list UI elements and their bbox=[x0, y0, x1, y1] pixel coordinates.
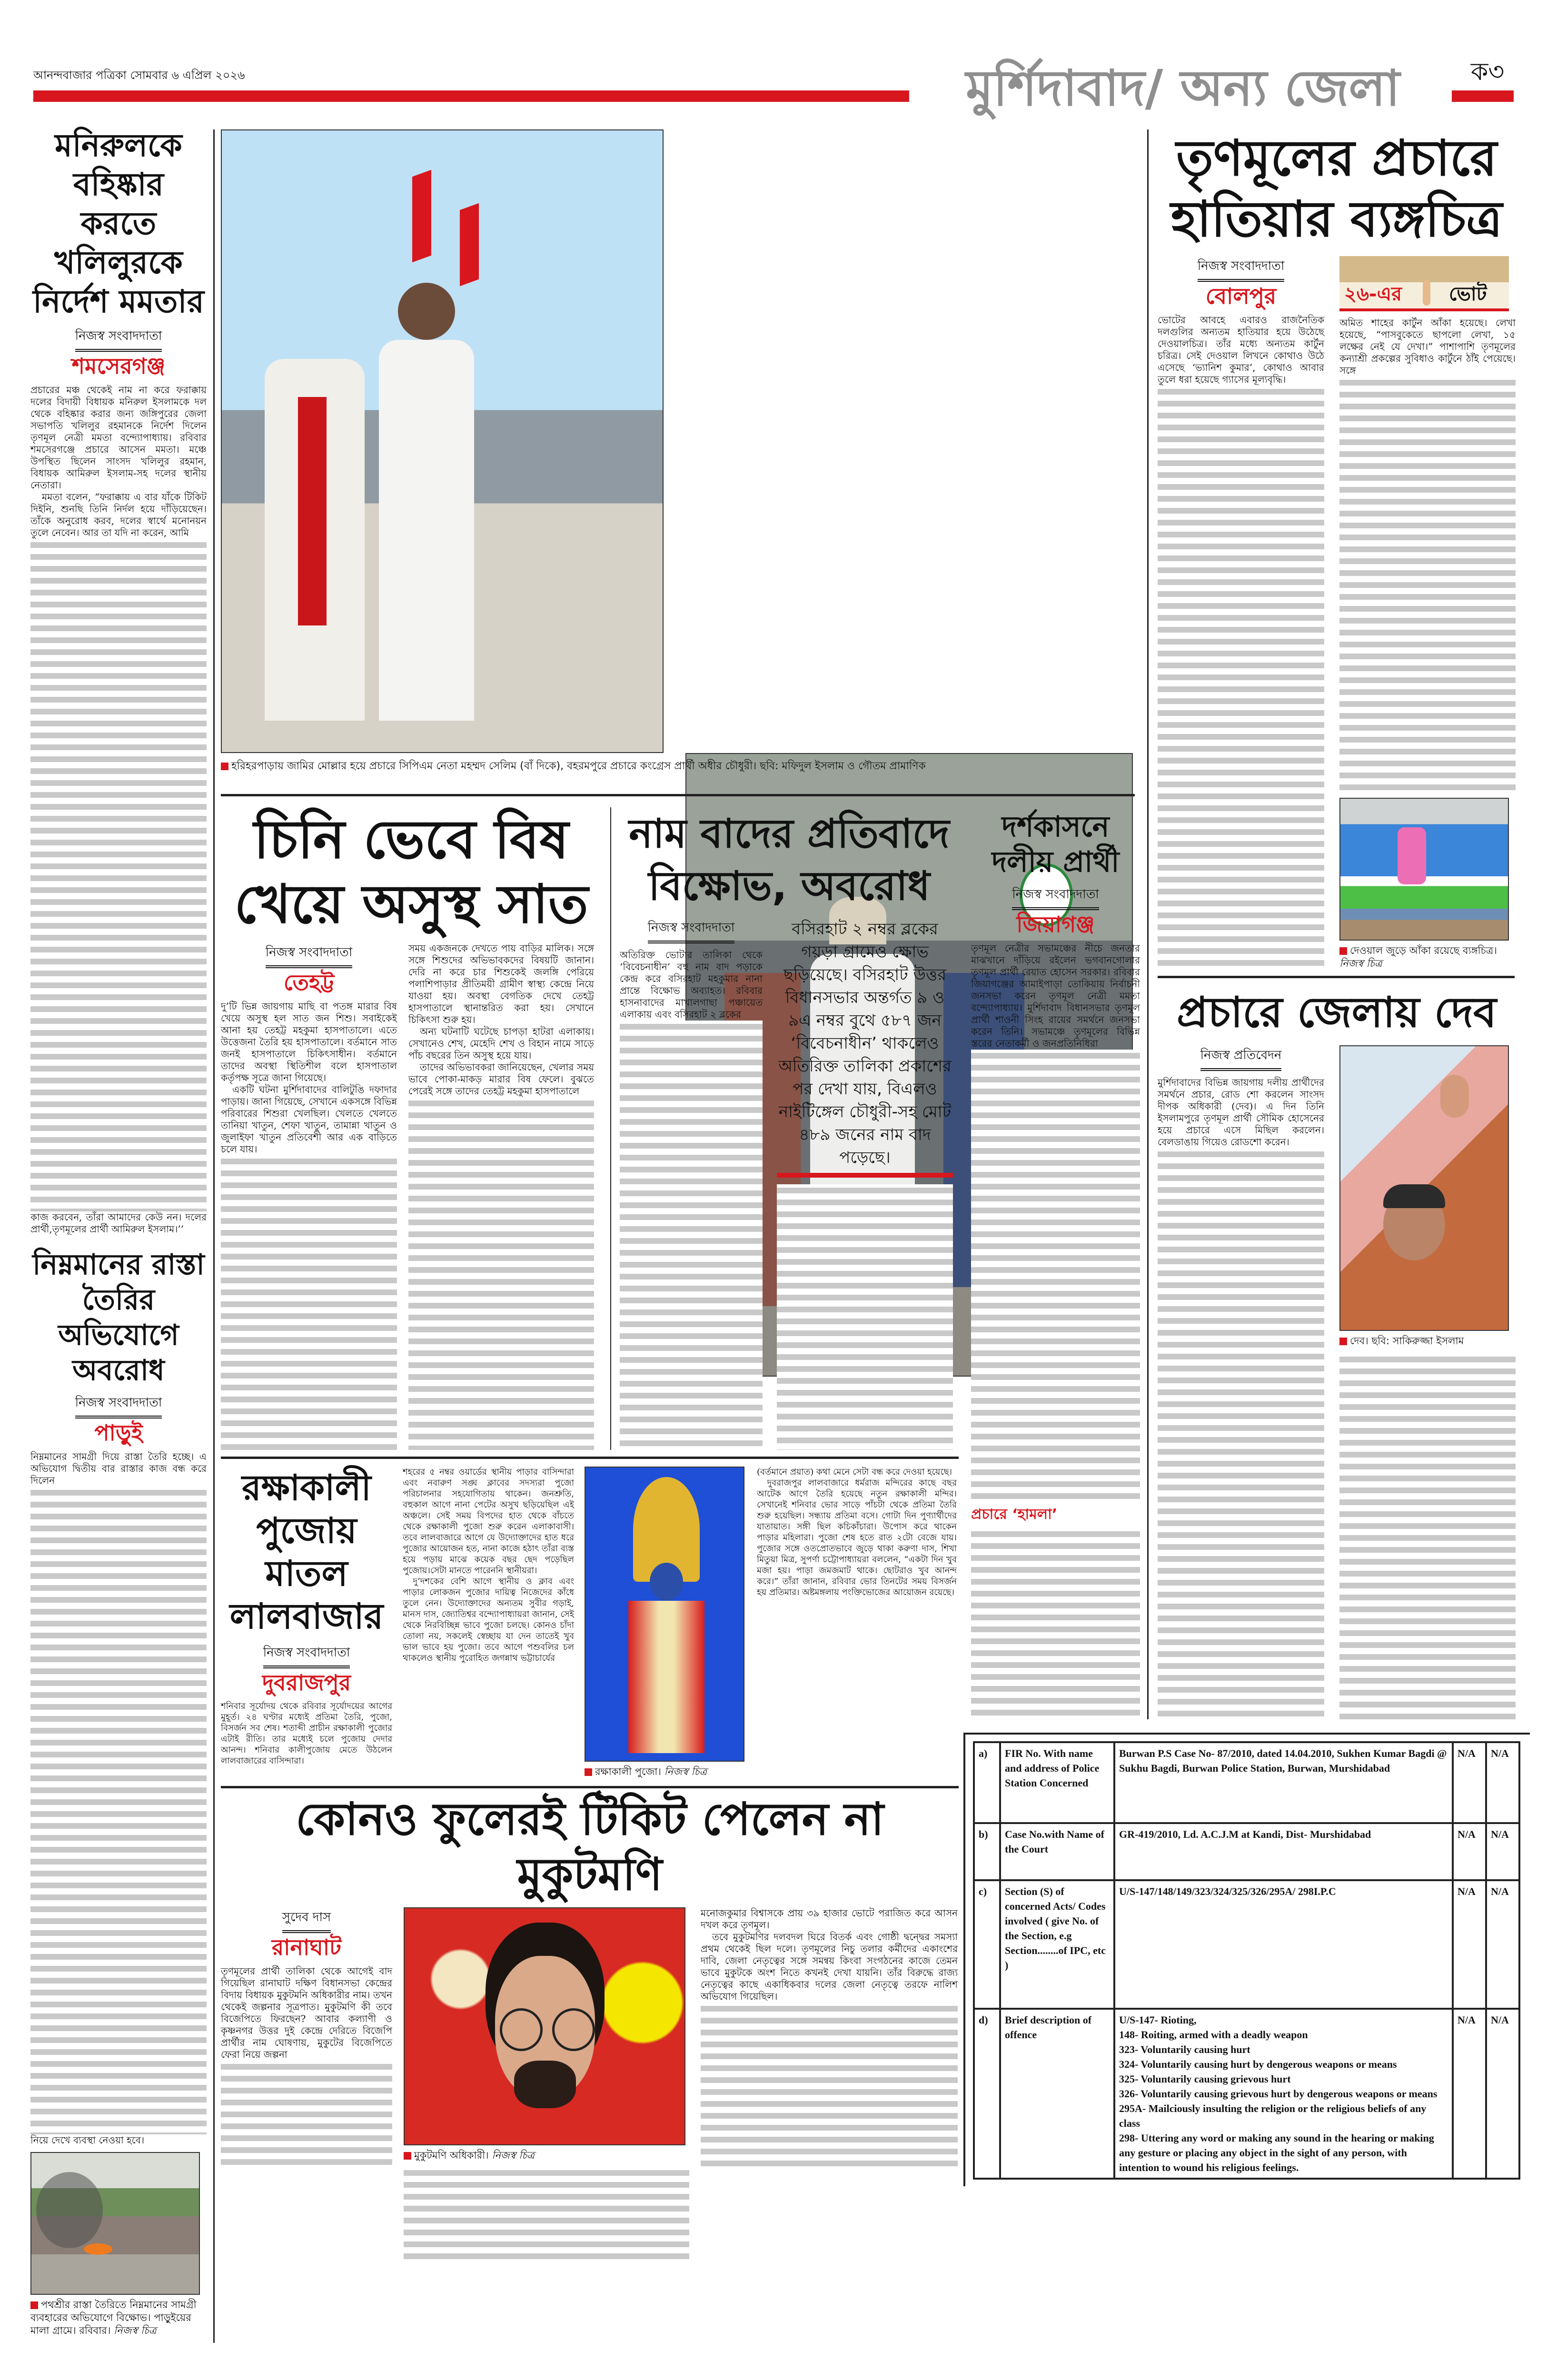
page-number: ক৩ bbox=[1471, 58, 1505, 86]
story-dev bbox=[1158, 986, 1516, 1719]
story-body-col4 bbox=[757, 1467, 957, 1598]
photo-caption bbox=[1339, 944, 1516, 970]
paragraph: (বর্তমানে প্রয়াত) কথা মেনে সেটা বন্ধ করে দেওয়া হয়েছে। bbox=[757, 1467, 952, 1477]
dateline: পাড়ুই bbox=[94, 1420, 143, 1446]
story-kali bbox=[221, 1467, 959, 1778]
wall-cartoon-photo bbox=[1339, 798, 1509, 941]
story-body-col3 bbox=[701, 1907, 958, 2003]
byline: নিজস্ব সংবাদদাতা bbox=[648, 918, 735, 943]
pull-quote: বসিরহাট ২ নম্বর ব্লকের গয়ড়া গ্রামেও ক্ষোভ ছড়িয়েছে। বসিরহাট উত্তর বিধানসভার অন্তর্গত ৯ ও ৯এ নম্বর বুথে ৫৮৭ জন ‘বিবেচনাধীন’ থাকলেও অতিরিক্ত তালিকা প্রকাশের পর দেখা যায়, বিএলও নাইটিঙ্গেল চৌধুরী-সহ মোট ৪৮৯ জনের নাম বাদ পড়েছে। bbox=[777, 918, 953, 1178]
photo-caption bbox=[404, 2149, 689, 2162]
fire-icon bbox=[84, 2243, 112, 2255]
caption-text: মুকুটমণি অধিকারী। bbox=[414, 2150, 489, 2161]
story-body bbox=[1158, 1077, 1324, 1148]
vote-26-logo bbox=[1339, 256, 1509, 311]
text-continuation bbox=[221, 2061, 392, 2168]
text-continuation bbox=[971, 1050, 1140, 1501]
headline: তৃণমূলের প্রচারে হাতিয়ার ব্যঙ্গচিত্র bbox=[1170, 129, 1503, 248]
story-body bbox=[30, 1451, 207, 1487]
headline: প্রচারে জেলায় দেব bbox=[1176, 988, 1497, 1037]
photo-credit: নিজস্ব চিত্র bbox=[114, 2325, 157, 2336]
na-cell: N/A bbox=[1453, 1823, 1486, 1880]
paragraph: মমতা বলেন, “ফরাক্কায় এ বার যাঁকে টিকিট দিইনি, শুনছি তিনি নির্দল হয়ে দাঁড়িয়েছেন। তাঁকে অনুরোধ করব, দলের স্বার্থে মনোনয়ন তুলে নেবেন। আর তা যদি না করেন, আমি bbox=[30, 491, 207, 538]
logo-text-black: ভোট bbox=[1449, 283, 1487, 305]
text-continuation bbox=[1339, 377, 1516, 792]
photo-caption bbox=[585, 1765, 746, 1778]
table-row bbox=[974, 1823, 1519, 1880]
byline: নিজস্ব সংবাদদাতা bbox=[263, 1643, 350, 1668]
dateline: জিয়াগঞ্জ bbox=[1016, 912, 1095, 937]
section-rule bbox=[221, 1786, 959, 1788]
text-continuation bbox=[404, 2167, 689, 2262]
text-continuation bbox=[1158, 386, 1324, 970]
row-label: d) bbox=[974, 2009, 1000, 2179]
story-voterlist bbox=[611, 807, 959, 1450]
headline: মনিরুলকে বহিষ্কার করতে খলিলুরকে নির্দেশ মমতার bbox=[33, 127, 204, 320]
offence-line: 323- Voluntarily causing hurt bbox=[1119, 2043, 1250, 2055]
fir-table bbox=[973, 1741, 1520, 2180]
headline: চিনি ভেবে বিষ খেয়ে অসুস্থ সাত bbox=[234, 809, 588, 935]
dateline: রানাঘাট bbox=[271, 1934, 342, 1960]
row-label: c) bbox=[974, 1880, 1000, 2009]
paragraph: অমিত শাহের কার্টুন আঁকা হয়েছে। লেখা হয়েছে, “পাসবুকেতে ছাপলো লেখা, ১৫ লক্ষের নেই যে দেখা।” পাশাপাশি তৃণমূলের কন্যাশ্রী প্রকল্পের সুবিধাও কার্টুনে ঠাঁই পেয়েছে। সঙ্গে bbox=[1339, 317, 1516, 376]
field-value: GR-419/2010, Ld. A.C.J.M at Kandi, Dist- Murshidabad bbox=[1114, 1823, 1453, 1880]
text-continuation bbox=[1158, 1148, 1324, 1719]
text-continuation bbox=[30, 1487, 207, 2134]
paragraph: শনিবার সূর্যোদয় থেকে রবিবার সূর্যোদয়ের আগের মুহূর্ত। ২৪ ঘণ্টার মধ্যেই প্রতিমা তৈরি, পুজো, বিসর্জন সব শেষ। শতাব্দী প্রাচীন রক্ষাকালী পুজোর এটাই রীতি। তার মধ্যেই চলে পুজোয় দেদার আনন্দ। শনিবার কালীপুজোয় মেতে উঠলেন লালবাজারের বাসিন্দারা। bbox=[221, 1701, 392, 1766]
finger-vote-icon bbox=[1423, 280, 1430, 306]
paragraph: তাদের অভিভাবকরা জানিয়েছেন, খেলার সময় ভাবে পোকা-মাকড় মারার বিষ ফেলে। বুঝতে পেরেই সঙ্গে তাদের তেহট্ট মহকুমা হাসপাতালে bbox=[408, 1061, 594, 1097]
text-continuation bbox=[777, 1184, 953, 1450]
subheading: প্রচারে ‘হামলা’ bbox=[971, 1506, 1058, 1523]
column-divider-left bbox=[213, 129, 215, 2343]
fir-notice-box bbox=[963, 1733, 1530, 2186]
section-rule bbox=[1158, 976, 1515, 978]
photo-credit: নিজস্ব চিত্র bbox=[492, 2150, 535, 2161]
na-cell: N/A bbox=[1486, 1742, 1519, 1823]
row-label: b) bbox=[974, 1823, 1000, 1880]
table-row bbox=[974, 1742, 1519, 1823]
dateline: বোলপুর bbox=[1205, 283, 1277, 309]
paragraph: অন্য ঘটনাটি ঘটেছে চাপড়া হাটরা এলাকায়। সেখানেও শেখ, মেহেদি শেখ ও বিহান নামে সাড়ে পাঁচ বছরের তিন অসুস্থ হয়ে যায়। bbox=[408, 1026, 594, 1061]
story-body-col2 bbox=[403, 1467, 574, 1664]
top-photos-caption bbox=[221, 760, 1135, 773]
table-row bbox=[974, 1880, 1519, 2009]
mukutmoni-photo bbox=[404, 1907, 685, 2145]
story-body bbox=[221, 1965, 392, 2061]
headline: নাম বাদের প্রতিবাদে বিক্ষোভ, অবরোধ bbox=[629, 810, 950, 909]
section-title: মুর্শিদাবাদ/ অন্য জেলা bbox=[965, 59, 1400, 117]
na-cell: N/A bbox=[1453, 1880, 1486, 2009]
field-value: U/S-147/148/149/323/324/325/326/295A/ 298I.P.C bbox=[1114, 1880, 1453, 2009]
dateline: শমসেরগঞ্জ bbox=[71, 353, 166, 379]
na-cell: N/A bbox=[1486, 2009, 1519, 2179]
story-body bbox=[971, 942, 1140, 1050]
paragraph: মুর্শিদাবাদের বিভিন্ন জায়গায় দলীয় প্রার্থীদের সমর্থনে প্রচার, রোড শো করলেন সাংসদ দীপক অধিকারী (দেব)। এ দিন তিনি ইসলামপুরে তৃণমূল প্রার্থী সৌমিক হোসেনের হয়ে প্রচারে এসে মিছিল করলেন। বেলডাঙায় গিয়েও রোডশো করেন। bbox=[1158, 1077, 1324, 1148]
paragraph: দু’দশকের বেশি আগে স্থানীয় ও ক্লাব এবং পাড়ার লোকজন পুজোর দায়িত্ব নিজেদের কাঁধে তুলে নেন। উদ্যোক্তাদের অন্যতম সুবীর গড়াই, মানস দাস, জ্যোতিশ্বর বন্দ্যোপাধ্যায়রা জানান, সেই থেকে নিরবিচ্ছিন্ন ভাবে পুজো চলছে। কোনও চাঁদা তোলা নয়, সকলেই স্বেচ্ছায় যা দেন তাতেই খুব ভাল ভাবে হয় পুজো। তবে আগে পশুবলির চল থাকলেও স্থানীয় পুরোহিত জগন্নাথ ভট্টাচার্যের bbox=[403, 1577, 574, 1663]
offence-line: U/S-147- Rioting, bbox=[1119, 2014, 1197, 2026]
caption-text: হরিহরপাড়ায় জামির মোল্লার হয়ে প্রচারে সিপিএম নেতা মহম্মদ সেলিম (বাঁ দিকে), বহরমপুরে প্রচারে কংগ্রেস প্রার্থী অধীর চৌধুরী। ছবি: মফিদুল ইসলাম ও গৌতম প্রামাণিক bbox=[231, 760, 926, 772]
salim-campaign-photo bbox=[221, 129, 664, 753]
paragraph: একটি ঘটনা মুর্শিদাবাদের বালিটুঙি দফাদার পাড়ায়। জানা গিয়েছে, সেখানে একসঙ্গে বিভিন্ন পরিবারের শিশুরা খেলছিল। খেলতে খেলতে তানিয়া খাতুন, শেফা খাতুন, তামান্না খাতুন ও জুলাইফা খাতুন প্রতিবেশী আর এক বাড়িতে চলে যায়। bbox=[221, 1084, 397, 1155]
story-body bbox=[221, 1001, 397, 1155]
caption-text: দেওয়াল জুড়ে আঁকা রয়েছে ব্যঙ্গচিত্র। bbox=[1350, 945, 1497, 956]
paragraph: মনোজকুমার বিশ্বাসকে প্রায় ৩৯ হাজার ভোটে পরাজিত করে আসন দখল করে তৃণমূল। bbox=[701, 1907, 958, 1931]
na-cell: N/A bbox=[1453, 2009, 1486, 2179]
byline: নিজস্ব সংবাদদাতা bbox=[1198, 256, 1285, 282]
road-protest-photo bbox=[30, 2152, 200, 2295]
table-row bbox=[974, 2009, 1519, 2179]
field-name: Case No.with Name of the Court bbox=[1000, 1823, 1114, 1880]
story-body-col2 bbox=[1339, 317, 1516, 377]
dateline: তেহট্ট bbox=[283, 970, 335, 995]
na-cell: N/A bbox=[1453, 1742, 1486, 1823]
offence-line: 324- Voluntarily causing hurt by dengerous weapons or means bbox=[1119, 2058, 1397, 2070]
masthead-date: আনন্দবাজার পত্রিকা সোমবার ৬ এপ্রিল ২০২৬ bbox=[33, 69, 245, 82]
paragraph: অতিরিক্ত ভোটার তালিকা থেকে ‘বিবেচনাধীন’ বহু নাম বাদ পড়াকে কেন্দ্র করে বসিরহাট মহকুমার নানা প্রান্তে বিক্ষোভ অব্যাহত। রবিবার হাসনাবাদের মাখালগাছা পঞ্চায়েত এলাকায় এবং বসিরহাট ২ ব্লকের bbox=[620, 949, 763, 1020]
header-red-bar-left bbox=[33, 90, 909, 102]
photo-credit: নিজস্ব চিত্র bbox=[664, 1766, 707, 1777]
paragraph: দু’টি ভিন্ন জায়গায় মাছি বা পতঙ্গ মারার বিষ খেয়ে অসুস্থ হল সাত জন শিশু। সবাইকেই আনা হয় তেহট্ট মহকুমা হাসপাতালে। এতে উত্তেজনা তৈরি হয় হাসপাতালে। বর্তমানে সাত জনই হাসপাতালে চিকিৎসাধীন। বর্তমানে তাদের অবস্থা স্থিতিশীল বলে হাসপাতাল কর্তৃপক্ষ সূত্রে জানা গিয়েছে। bbox=[221, 1001, 397, 1083]
paragraph: প্রচারের মঞ্চ থেকেই নাম না করে ফরাক্কায় দলের বিদায়ী বিধায়ক মনিরুল ইসলামকে দল থেকে বহিষ্কার করার জন্য জঙ্গিপুরের জেলা সভাপতি খলিলুর রহমানকে নির্দেশ দিলেন তৃণমূল নেত্রী মমতা বন্দ্যোপাধ্যায়। রবিবার শমসেরগঞ্জে প্রচারে আসেন মমতা। মঞ্চে উপস্থিত ছিলেন সাংসদ খলিলুর রহমান, বিধায়ক আমিরুল ইসলাম-সহ দলের স্থানীয় নেতারা। bbox=[30, 384, 207, 491]
offence-line: 148- Roiting, armed with a deadly weapon bbox=[1119, 2029, 1308, 2041]
paragraph: সময় একজনকে দেখতে পায় বাড়ির মালিক। সঙ্গে সঙ্গে শিশুদের অভিভাবকদের বিষয়টি জানান। দেরি না করে চার শিশুকেই জলঙ্গি পেরিয়ে পলাশিপাড়ার প্রীতিময়ী গ্রামীণ স্বাস্থ্য কেন্দ্রে নিয়ে যাওয়া হয়। অবস্থা বেগতিক দেখে তেহট্ট হাসপাতালে স্থানান্তরিত করা হয়। সেখানে চিকিৎসা শুরু হয়। bbox=[408, 942, 594, 1025]
offence-line: 326- Voluntarily causing grievous hurt by dengerous weapons or means bbox=[1119, 2088, 1438, 2100]
story-monirul bbox=[30, 126, 207, 1235]
caption-text: রক্ষাকালী পুজো। bbox=[595, 1766, 661, 1777]
story-body bbox=[221, 1701, 392, 1766]
byline: নিজস্ব সংবাদদাতা bbox=[266, 942, 353, 968]
rakshakali-idol-photo bbox=[585, 1467, 744, 1762]
dev-photo bbox=[1339, 1045, 1509, 1331]
byline: নিজস্ব সংবাদদাতা bbox=[1012, 884, 1099, 910]
story-mukut bbox=[221, 1792, 959, 2262]
text-continuation bbox=[1339, 1353, 1516, 1719]
headline: কোনও ফুলেরই টিকিট পেলেন না মুকুটমণি bbox=[296, 1794, 884, 1901]
field-name: Section (S) of concerned Acts/ Codes involved ( give No. of the Section, e.g Section........of IPC, etc ) bbox=[1000, 1880, 1114, 2009]
dateline: দুবরাজপুর bbox=[262, 1670, 351, 1696]
offence-line: 298- Uttering any word or making any sound in the hearing or making any gesture or placing any object in the sight of any person, with intention to wound his religious feelings. bbox=[1119, 2132, 1434, 2173]
story-poison bbox=[221, 807, 611, 1450]
story-road bbox=[30, 1247, 207, 2337]
photo-credit: নিজস্ব চিত্র bbox=[1339, 958, 1382, 969]
text-continuation bbox=[971, 1528, 1140, 1718]
caption-text: দেব। ছবি: সাকিরুজ্জা ইসলাম bbox=[1350, 1335, 1464, 1347]
column-divider-right bbox=[1147, 129, 1149, 1719]
offence-line: 295A- Mailciously insulting the religion or the religious beliefs of any class bbox=[1119, 2102, 1427, 2129]
section-rule bbox=[221, 1457, 959, 1459]
text-continuation bbox=[701, 2003, 958, 2169]
field-name: FIR No. With name and address of Police Station Concerned bbox=[1000, 1742, 1114, 1823]
paragraph: দুবরাজপুর লালবাজারে ধর্মরাজ মন্দিরের কাছে বছর আটেক আগে তৈরি হয়েছে নতুন রক্ষাকালী মন্দির। সেখানেই শনিবার ভোর সাড়ে পাঁচটা থেকে প্রতিমা তৈরি শুরু হয়েছিল। সন্ধ্যায় প্রতিমা বসে। গোটা দিন পুণ্যার্থীদের যাতায়াত। সঙ্গী ছিল কচিকাঁচারা। উপোস করে থাকেন পাড়ার মহিলারা। পুজো শেষ হতে রাত ২টো বেজে যায়। পুজোর সঙ্গে ওতপ্রোতভাবে জুড়ে থাকা করুণা দাস, শিখা মিতুয়া মিত্র, সুপর্ণা চট্টোপাধ্যায়রা বললেন, “একটা দিন খুব মজা হয়। পাড়া জমজমাট থাকে। ছোটরাও খুব আনন্দ করে।” তাঁরা জানান, রবিবার ভোর তিনটের সময় বিসর্জন হয় প্রতিমার। অষ্টমঙ্গলায় পংক্তিভোজের আয়োজন রয়েছে। bbox=[757, 1478, 957, 1597]
text-continuation bbox=[620, 1021, 763, 1450]
field-name: Brief description of offence bbox=[1000, 2009, 1114, 2179]
story-closing: কাজ করবেন, তাঁরা আমাদের কেউ নন। দলের প্রার্থী,তৃণমূলের প্রার্থী আমিরুল ইসলাম।’’ bbox=[30, 1211, 207, 1235]
photo-caption bbox=[1339, 1335, 1516, 1348]
byline: সুদেব দাস bbox=[282, 1907, 331, 1933]
byline: নিজস্ব সংবাদদাতা bbox=[75, 326, 162, 352]
paragraph: শহরের ৫ নম্বর ওয়ার্ডের স্থানীয় পাড়ার বাসিন্দারা এবং নবারুণ সঙ্ঘ ক্লাবের সদস্যরা পুজো পরিচালনার সহযোগিতায় থাকেন। জনশ্রুতি, বহুকাল আগে নানা পেটের অসুখ ছড়িয়েছিল এই অঞ্চলে। সেই সময় বিপদের হাত থেকে বাঁচতে থেকে রক্ষাকালী পুজো শুরু করেন এলাকাবাসী। তবে লালবাজারে আগে যে উদ্যোক্তাদের হাত ধরে পুজোর আয়োজন হত, নানা কাজে হঠাৎ তাঁরা ব্যস্ত হয়ে পড়ায় মাঝে কয়েক বছর ছেদ পড়েছিল পুজোয়।সেটা মানতে পারেননি স্থানীয়রা। bbox=[403, 1467, 574, 1576]
smoke bbox=[36, 2172, 103, 2248]
paragraph: ভোটের আবহে এবারও রাজনৈতিক দলগুলির অন্যতম হাতিয়ার হয়ে উঠেছে দেওয়ালচিত্র। তাঁর মধ্যে অন্যতম কার্টুন চরিত্র। সেই দেওয়াল লিখনে কোথাও উঠে এসেছে ‘ভ্যানিশ কুমার’, কোথাও আবার তুলে ধরা হয়েছে গ্যাসের মূল্যবৃদ্ধি। bbox=[1158, 314, 1324, 385]
story-cartoon bbox=[1158, 128, 1516, 970]
byline: নিজস্ব প্রতিবেদন bbox=[1200, 1045, 1282, 1071]
caption-text: পথশ্রীর রাস্তা তৈরিতে নিম্নমানের সামগ্রী ব্যবহারের অভিযোগে বিক্ষোভ। পাড়ুইয়ের মালা গ্রামে। রবিবার। bbox=[30, 2299, 197, 2336]
story-body bbox=[620, 949, 763, 1021]
logo-text-red: ২৬-এর bbox=[1344, 283, 1402, 305]
paragraph: তৃণমূল নেত্রীর সভামঞ্চের নীচে জনতার মাঝখানে দাঁড়িয়ে রইলেন ভগবানগোলার তৃণমূল প্রার্থী রেয়াত হোসেন সরকার। রবিবার জিয়াগঞ্জের আমাইপাড়া তোকিয়ায় নির্বাচনী জনসভা করেন তৃণমূল নেত্রী মমতা বন্দ্যোপাধ্যায়। মুর্শিদাবাদ বিধানসভার তৃণমূল প্রার্থী শাওনী সিংহ রায়ের সমর্থনে জনসভা করেন তিনি। সভামঞ্চে তৃণমূলের বিভিন্ন স্তরের নেতাকর্মী ও জনপ্রতিনিধিরা bbox=[971, 942, 1140, 1049]
row-label: a) bbox=[974, 1742, 1000, 1823]
offence-line: 325- Voluntarily causing grievous hurt bbox=[1119, 2073, 1291, 2085]
photo-caption bbox=[30, 2299, 207, 2337]
paragraph: তৃণমূলের প্রার্থী তালিকা থেকে আগেই বাদ গিয়েছিল রানাঘাট দক্ষিণ বিধানসভা কেন্দ্রের বিদায় বিধায়ক মুকুটমনি অধিকারীর নাম। তখন থেকেই জল্পনার সূত্রপাত। মুকুটমণি কী তবে বিজেপিতে ফিরছেন? আবার কল্যাণী ও কৃষ্ণনগর উত্তর দুই কেন্দ্রে দেরিতে বিজেপি প্রার্থীর নাম ঘোষণায়, মুকুটের বিজেপিতে ফেরা নিয়ে জল্পনা bbox=[221, 1965, 392, 2060]
headline: নিম্নমানের রাস্তা তৈরির অভিযোগে অবরোধ bbox=[32, 1248, 205, 1387]
na-cell: N/A bbox=[1486, 1880, 1519, 2009]
middle-section bbox=[221, 807, 959, 2262]
paragraph: নিম্নমানের সামগ্রী দিয়ে রাস্তা তৈরি হচ্ছে। এ অভিযোগ দ্বিতীয় বার রাস্তার কাজ বন্ধ করে দিলেন bbox=[30, 1451, 207, 1486]
text-continuation bbox=[30, 539, 207, 1211]
headline: রক্ষাকালী পুজোয় মাতল লালবাজার bbox=[229, 1468, 384, 1637]
field-value: Burwan P.S Case No- 87/2010, dated 14.04.2010, Sukhen Kumar Bagdi @ Sukhu Bagdi, Burwan Police Station, Burwan, Murshidabad bbox=[1114, 1742, 1453, 1823]
byline: নিজস্ব সংবাদদাতা bbox=[75, 1393, 162, 1418]
story-body bbox=[30, 384, 207, 539]
story-body-col2 bbox=[408, 942, 594, 1097]
text-continuation bbox=[408, 1097, 594, 1450]
headline: দর্শকাসনে দলীয় প্রার্থী bbox=[992, 810, 1120, 879]
story-closing: নিয়ে দেখে ব্যবস্থা নেওয়া হবে। bbox=[30, 2134, 144, 2146]
section-rule bbox=[221, 794, 1135, 796]
story-body bbox=[1158, 314, 1324, 386]
na-cell: N/A bbox=[1486, 1823, 1519, 1880]
text-continuation bbox=[221, 1155, 397, 1450]
field-value bbox=[1114, 2009, 1453, 2179]
story-gallery bbox=[971, 809, 1140, 1718]
paragraph: তবে মুকুটমণির দলবদল ঘিরে বিতর্ক এবং গোষ্ঠী দ্বন্দ্বের সমস্যা প্রথম থেকেই ছিল দলে। তৃণমূলের নিচু তলার কর্মীদের একাংশের দাবি, জেলা নেতৃত্বের সঙ্গে সমন্বয় কিংবা সংগঠনের কাজে তেমন ভাবে মুকুটকে অংশ নিতে কখনই দেখা যায়নি। তাঁর বিরুদ্ধে রাজ্য নেতৃত্বের কাছে একাধিকবার দলের জেলা নেতৃত্বে তরফে নালিশ অভিযোগ গিয়েছিল। bbox=[701, 1931, 958, 2002]
